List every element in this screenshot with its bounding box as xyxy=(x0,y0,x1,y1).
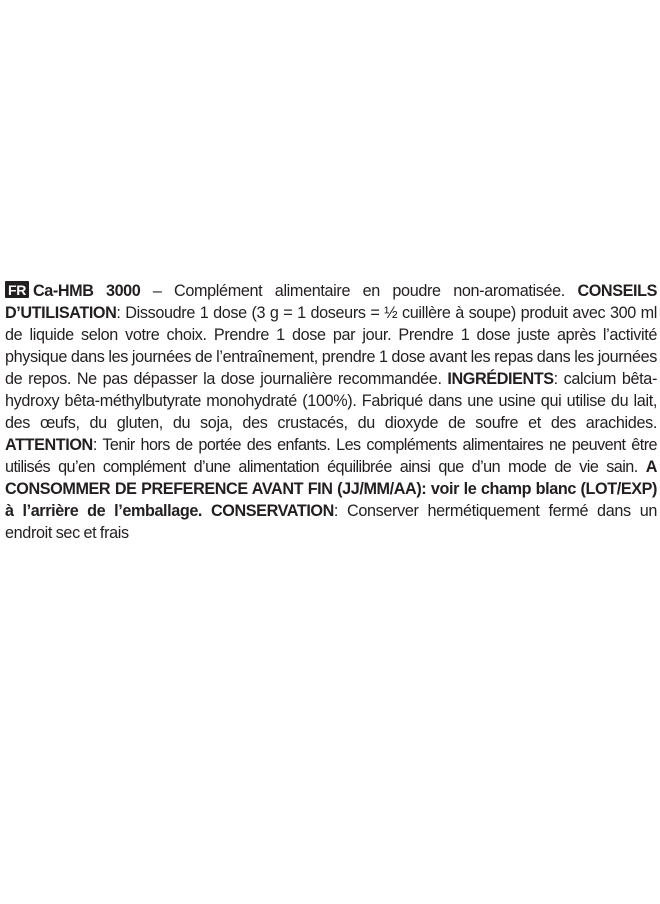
language-badge: FR xyxy=(5,281,29,298)
product-name: Ca-HMB 3000 xyxy=(32,282,141,300)
best-before-notice: A CONSOMMER DE PREFERENCE AVANT FIN (JJ/MM/AA): voir le champ blanc (LOT/EXP) à l’arrière de l’emballage. xyxy=(5,458,657,520)
usage-text: : Dissoudre 1 dose (3 g = 1 doseurs = ½ cuillère à soupe) produit avec 300 ml de liquide selon votre choix. Prendre 1 dose par jour. Prendre 1 dose juste après l’activité physique dans les journées de l’entraînement, prendre 1 dose avant les repas dans les journées de repos. Ne pas dépasser la dose journalière recommandée. xyxy=(5,304,657,388)
attention-text: : Tenir hors de portée des enfants. Les compléments alimentaires ne peuvent être utilisés qu’en complément d’une alimentation équilibrée ainsi que d’un mode de vie sain. xyxy=(5,436,657,476)
product-label-text xyxy=(5,280,657,544)
usage-heading: CONSEILS D’UTILISATION xyxy=(5,282,657,322)
product-description: – Complément alimentaire en poudre non-aromatisée. xyxy=(140,282,578,300)
ingredients-text: : calcium bêta-hydroxy bêta-méthylbutyrate monohydraté (100%). Fabriqué dans une usine qui utilise du lait, des œufs, du gluten, du soja, des crustacés, du dioxyde de soufre et des arachides. xyxy=(5,370,657,432)
storage-text: : Conserver hermétiquement fermé dans un endroit sec et frais xyxy=(5,502,658,542)
ingredients-heading: INGRÉDIENTS xyxy=(447,370,554,388)
storage-heading: CONSERVATION xyxy=(211,502,334,520)
attention-heading: ATTENTION xyxy=(5,436,93,454)
